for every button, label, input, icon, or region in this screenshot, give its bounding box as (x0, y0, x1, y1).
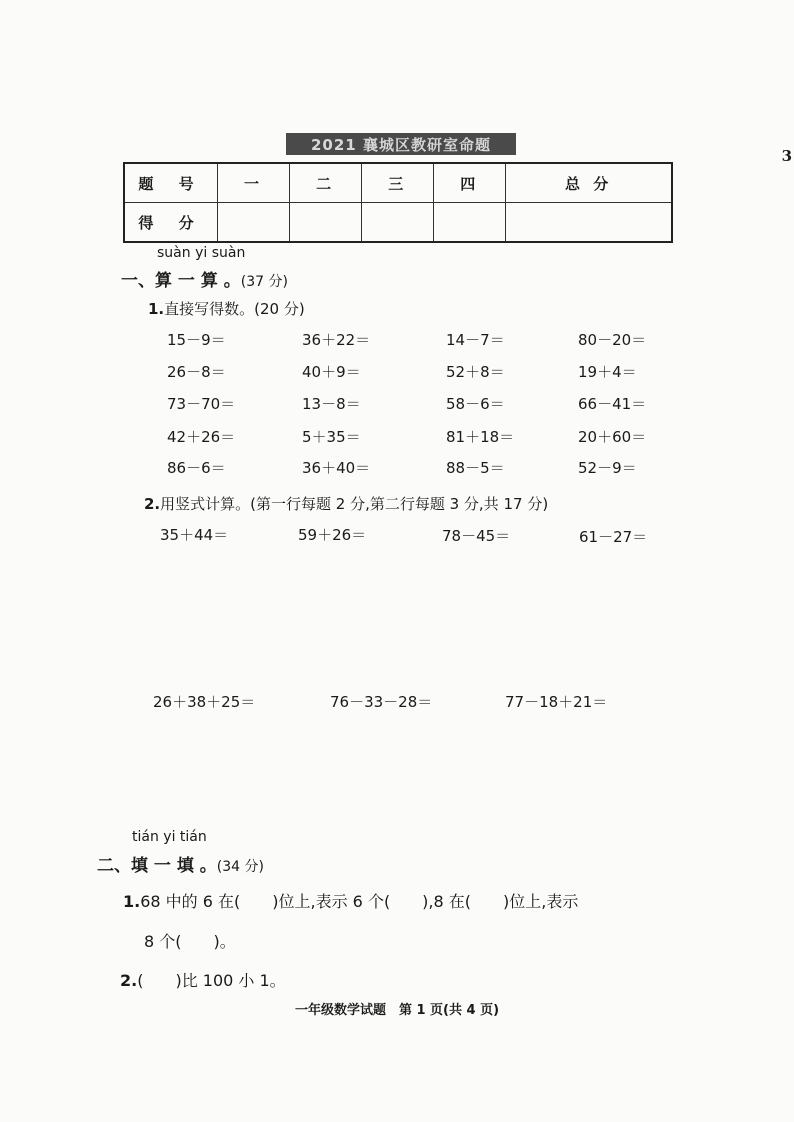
mental-math-item: 14－7＝ (446, 331, 505, 349)
score-cell-4[interactable] (434, 203, 506, 243)
section1-pinyin: suàn yi suàn (157, 245, 246, 261)
score-cell-2[interactable] (290, 203, 362, 243)
section1-q1-heading (148, 298, 305, 319)
score-header-2: 二 (290, 163, 362, 203)
fill-q2-number: 2. (120, 971, 138, 990)
exam-banner: 2021 襄城区教研室命题 (286, 133, 516, 155)
fill-q1-line2: 8 个( )。 (144, 932, 236, 951)
score-table (123, 162, 673, 243)
vertical-calc-4: 61－27＝ (579, 528, 648, 546)
score-header-4: 四 (434, 163, 506, 203)
mental-math-item: 42＋26＝ (167, 428, 236, 446)
section1-points: (37 分) (240, 274, 288, 290)
vertical-calc-2: 59＋26＝ (298, 526, 367, 544)
mental-math-item: 19＋4＝ (578, 363, 637, 381)
mental-math-item: 40＋9＝ (302, 363, 361, 381)
mental-math-item: 20＋60＝ (578, 428, 647, 446)
vertical-calc-3: 78－45＝ (442, 527, 511, 545)
fill-q2-text: ( )比 100 小 1。 (137, 971, 286, 990)
fill-q1-line1 (123, 889, 578, 912)
page-corner-number: 3 (781, 147, 792, 165)
score-header-1: 一 (218, 163, 290, 203)
section2-pinyin: tián yi tián (132, 829, 207, 845)
score-header-3: 三 (362, 163, 434, 203)
mental-math-item: 52＋8＝ (446, 363, 505, 381)
score-header-total: 总 分 (506, 163, 672, 203)
fill-q1-text: 68 中的 6 在( )位上,表示 6 个( ),8 在( )位上,表示 (140, 892, 579, 911)
mental-math-item: 73－70＝ (167, 395, 236, 413)
section1-q2-heading (144, 493, 548, 514)
vertical-calc-1: 35＋44＝ (160, 526, 229, 544)
score-row-label: 得 分 (124, 203, 218, 243)
score-header-label: 题 号 (124, 163, 218, 203)
mental-math-item: 15－9＝ (167, 331, 226, 349)
score-table-score-row (124, 203, 672, 243)
page-footer: 一年级数学试题 第 1 页(共 4 页) (294, 1003, 500, 1018)
section1-q1-number: 1. (148, 300, 165, 318)
section1-title (121, 266, 288, 291)
mental-math-item: 36＋22＝ (302, 331, 371, 349)
fill-q2 (120, 968, 286, 991)
mental-math-item: 5＋35＝ (302, 428, 361, 446)
section2-points: (34 分) (216, 859, 264, 875)
mental-math-item: 66－41＝ (578, 395, 647, 413)
score-cell-1[interactable] (218, 203, 290, 243)
section1-q1-text: 直接写得数。(20 分) (164, 300, 305, 318)
mental-math-item: 81＋18＝ (446, 428, 515, 446)
vertical-calc-7: 77－18＋21＝ (505, 693, 608, 711)
fill-q1-number: 1. (123, 892, 141, 911)
section1-q2-text: 用竖式计算。(第一行每题 2 分,第二行每题 3 分,共 17 分) (160, 495, 549, 513)
vertical-calc-5: 26＋38＋25＝ (153, 693, 256, 711)
mental-math-item: 36＋40＝ (302, 459, 371, 477)
section2-title-text: 二、填 一 填 。 (97, 856, 217, 876)
mental-math-item: 80－20＝ (578, 331, 647, 349)
mental-math-item: 86－6＝ (167, 459, 226, 477)
score-cell-total[interactable] (506, 203, 672, 243)
mental-math-item: 26－8＝ (167, 363, 226, 381)
score-cell-3[interactable] (362, 203, 434, 243)
section2-title (97, 851, 264, 876)
vertical-calc-6: 76－33－28＝ (330, 693, 433, 711)
section1-title-text: 一、算 一 算 。 (121, 271, 241, 291)
mental-math-item: 58－6＝ (446, 395, 505, 413)
score-table-header-row (124, 163, 672, 203)
mental-math-item: 13－8＝ (302, 395, 361, 413)
section1-q2-number: 2. (144, 495, 161, 513)
mental-math-item: 52－9＝ (578, 459, 637, 477)
mental-math-item: 88－5＝ (446, 459, 505, 477)
